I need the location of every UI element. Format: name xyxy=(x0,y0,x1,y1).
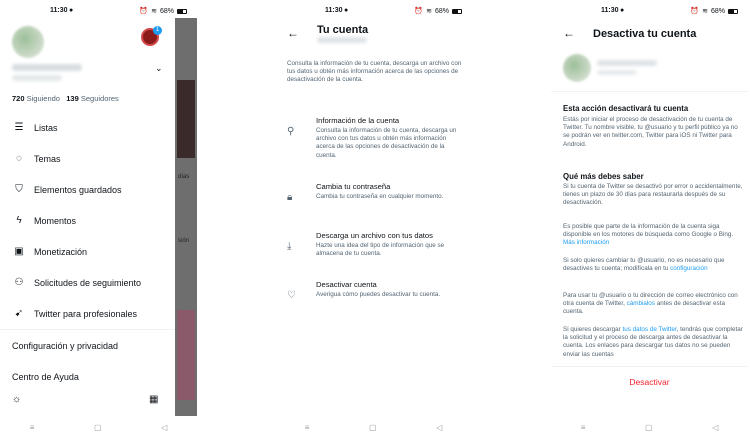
menu-item-moments[interactable] xyxy=(0,205,175,236)
phone-panel-drawer xyxy=(0,0,197,438)
menu-item-settings[interactable] xyxy=(0,330,175,361)
paragraph: Estás por iniciar el proceso de desactivación de tu cuenta de Twitter. Tu nombre visible, tu @usuario y tu perfil público ya no se podrán ver en twitter.com, Twitter para iOS ni Twitter para Android. xyxy=(563,116,738,148)
bookmark-icon: ⛉ xyxy=(15,184,23,195)
menu-label: Solicitudes de seguimiento xyxy=(34,277,142,288)
menu-label: Centro de Ayuda xyxy=(12,371,79,382)
background-text: días xyxy=(178,174,190,180)
list-icon: ☰ xyxy=(14,122,24,133)
username-blurred xyxy=(12,75,62,81)
chevron-down-icon[interactable]: ⌄ xyxy=(155,63,163,73)
home-nav-icon[interactable]: ▢ xyxy=(644,422,653,432)
notification-icon: ● xyxy=(344,7,349,14)
drawer-footer xyxy=(0,392,175,412)
alarm-icon: ⏰ xyxy=(139,8,149,15)
menu-item-monetization[interactable] xyxy=(0,236,175,267)
option-title: Desactivar cuenta xyxy=(316,280,377,289)
back-arrow-icon[interactable]: ← xyxy=(563,26,575,40)
menu-nav-icon[interactable]: ≡ xyxy=(580,422,586,432)
option-desc: Hazte una idea del tipo de información que se almacena de tu cuenta. xyxy=(316,242,445,258)
notification-badge: 1 xyxy=(153,26,162,35)
following-label[interactable]: Siguiendo xyxy=(26,94,60,103)
page-title: Desactiva tu cuenta xyxy=(593,28,697,40)
broken-heart-icon: ♡ xyxy=(287,290,296,301)
paragraph-text: Es posible que parte de la información de la cuenta siga disponible en los motores de búsqueda como Google o Bing. xyxy=(563,223,734,239)
followers-count[interactable]: 139 xyxy=(66,94,79,103)
option-desc: Consulta la información de tu cuenta, descarga un archivo con tus datos u obtén más información acerca de las opciones de desactivación de la cuenta. xyxy=(316,127,457,159)
android-nav-bar xyxy=(275,416,472,438)
option-title: Descarga un archivo con tus datos xyxy=(316,231,433,240)
wifi-icon: ≋ xyxy=(702,8,708,15)
phone-panel-deactivate xyxy=(551,0,748,438)
paragraph-text: Si quieres descargar xyxy=(563,326,621,333)
menu-label: Momentos xyxy=(34,215,77,226)
rocket-icon: ➹ xyxy=(14,308,24,319)
paragraph-text: Si solo quieres cambiar tu @usuario, no es necesario que desactives tu cuenta; modifícala en tu xyxy=(563,257,725,273)
menu-label: Listas xyxy=(34,122,58,133)
back-nav-icon[interactable]: ◁ xyxy=(436,422,443,432)
background-text: sión xyxy=(178,238,190,244)
status-bar xyxy=(275,6,472,18)
alarm-icon: ⏰ xyxy=(414,8,424,15)
home-nav-icon[interactable]: ▢ xyxy=(368,422,377,432)
back-nav-icon[interactable]: ◁ xyxy=(712,422,719,432)
menu-item-professionals[interactable] xyxy=(0,298,175,329)
follow-counts xyxy=(12,94,119,103)
menu-item-help[interactable] xyxy=(0,361,175,392)
menu-nav-icon[interactable]: ≡ xyxy=(29,422,35,432)
avatar[interactable] xyxy=(12,26,44,58)
notification-icon: ● xyxy=(69,7,74,14)
intro-text: Consulta la información de tu cuenta, descarga un archivo con tus datos u obtén más información acerca de las opciones de desactivación de la cuenta. xyxy=(287,60,462,84)
change-them-link[interactable]: cámbialos xyxy=(626,300,655,308)
qr-code-icon[interactable]: ▦ xyxy=(149,394,159,405)
drawer-menu xyxy=(0,112,175,392)
lightbulb-icon[interactable]: ☼ xyxy=(12,394,22,405)
paragraph-text: Para usar tu @usuario o tu dirección de correo electrónico con otra cuenta de Twitter, xyxy=(563,292,738,308)
paragraph xyxy=(563,292,743,317)
add-person-icon: ⚇ xyxy=(14,277,24,288)
menu-item-topics[interactable] xyxy=(0,143,175,174)
option-desc: Cambia tu contraseña en cualquier momento. xyxy=(316,193,444,200)
home-nav-icon[interactable]: ▢ xyxy=(93,422,102,432)
menu-nav-icon[interactable]: ≡ xyxy=(304,422,310,432)
notification-icon: ● xyxy=(620,7,625,14)
paragraph xyxy=(563,326,743,359)
menu-label: Monetización xyxy=(34,246,88,257)
username-blurred xyxy=(317,37,367,43)
menu-label: Elementos guardados xyxy=(34,184,122,195)
lightning-icon: ϟ xyxy=(16,215,22,226)
back-arrow-icon[interactable]: ← xyxy=(287,26,299,40)
battery-text: 68% xyxy=(159,7,174,15)
option-title: Cambia tu contraseña xyxy=(316,182,391,191)
battery-icon xyxy=(728,9,738,14)
paragraph-text: , tendrás que completar la solicitud y el proceso de descarga antes de desactivar la cuenta. Los enlaces para descargar tus datos no se pueden enviar las cuentas xyxy=(563,326,743,358)
topics-icon: ◌ xyxy=(16,153,22,164)
section-heading: Esta acción desactivará tu cuenta xyxy=(563,104,689,113)
menu-item-lists[interactable] xyxy=(0,112,175,143)
battery-text: 68% xyxy=(434,7,449,15)
paragraph xyxy=(563,223,743,248)
battery-text: 68% xyxy=(710,7,725,15)
background-image xyxy=(177,310,195,400)
option-desc: Averigua cómo puedes desactivar tu cuenta. xyxy=(316,291,441,298)
menu-label: Twitter para profesionales xyxy=(34,308,138,319)
header xyxy=(275,20,472,50)
back-nav-icon[interactable]: ◁ xyxy=(161,422,168,432)
twitter-data-link[interactable]: tus datos de Twitter xyxy=(622,326,677,333)
download-icon: ⤓ xyxy=(287,241,292,252)
learn-more-link[interactable]: Más información xyxy=(563,239,610,247)
battery-icon xyxy=(177,9,187,14)
deactivate-button[interactable]: Desactivar xyxy=(629,377,670,387)
following-count[interactable]: 720 xyxy=(12,94,25,103)
menu-item-follow-requests[interactable] xyxy=(0,267,175,298)
followers-label[interactable]: Seguidores xyxy=(80,94,119,103)
menu-label: Configuración y privacidad xyxy=(12,340,119,351)
paragraph xyxy=(563,257,743,273)
avatar xyxy=(563,54,591,82)
display-name-blurred xyxy=(597,60,657,66)
wifi-icon: ≋ xyxy=(151,8,157,15)
status-bar xyxy=(0,6,197,18)
money-icon: ▣ xyxy=(14,246,24,257)
wifi-icon: ≋ xyxy=(426,8,432,15)
battery-icon xyxy=(452,9,462,14)
settings-link[interactable]: configuración xyxy=(670,265,708,273)
lock-icon: 🔒︎ xyxy=(287,192,293,203)
person-icon: ⚲ xyxy=(287,126,295,137)
status-time: 11:30 xyxy=(50,7,68,14)
alarm-icon: ⏰ xyxy=(690,8,700,15)
divider xyxy=(551,366,748,367)
option-title: Información de la cuenta xyxy=(316,116,400,125)
status-time: 11:30 xyxy=(601,7,619,14)
navigation-drawer xyxy=(0,0,175,416)
section-heading: Qué más debes saber xyxy=(563,172,644,181)
account-switch-avatar[interactable] xyxy=(141,28,159,46)
paragraph-text: antes de desactivar esta cuenta. xyxy=(563,300,725,316)
username-blurred xyxy=(597,70,637,75)
page-title: Tu cuenta xyxy=(317,24,369,36)
paragraph: Si tu cuenta de Twitter se desactivó por error o accidentalmente, tienes un plazo de 30 días para restaurarla después de su desactivación. xyxy=(563,183,743,207)
status-time: 11:30 xyxy=(325,7,343,14)
background-image xyxy=(177,80,195,158)
android-nav-bar xyxy=(551,416,748,438)
account-summary xyxy=(551,48,748,92)
menu-label: Temas xyxy=(34,153,61,164)
display-name-blurred xyxy=(12,64,82,71)
menu-item-bookmarks[interactable] xyxy=(0,174,175,205)
header xyxy=(551,20,748,50)
status-bar xyxy=(551,6,748,18)
android-nav-bar xyxy=(0,416,197,438)
background-overlay[interactable] xyxy=(175,18,197,416)
phone-panel-your-account xyxy=(275,0,472,438)
